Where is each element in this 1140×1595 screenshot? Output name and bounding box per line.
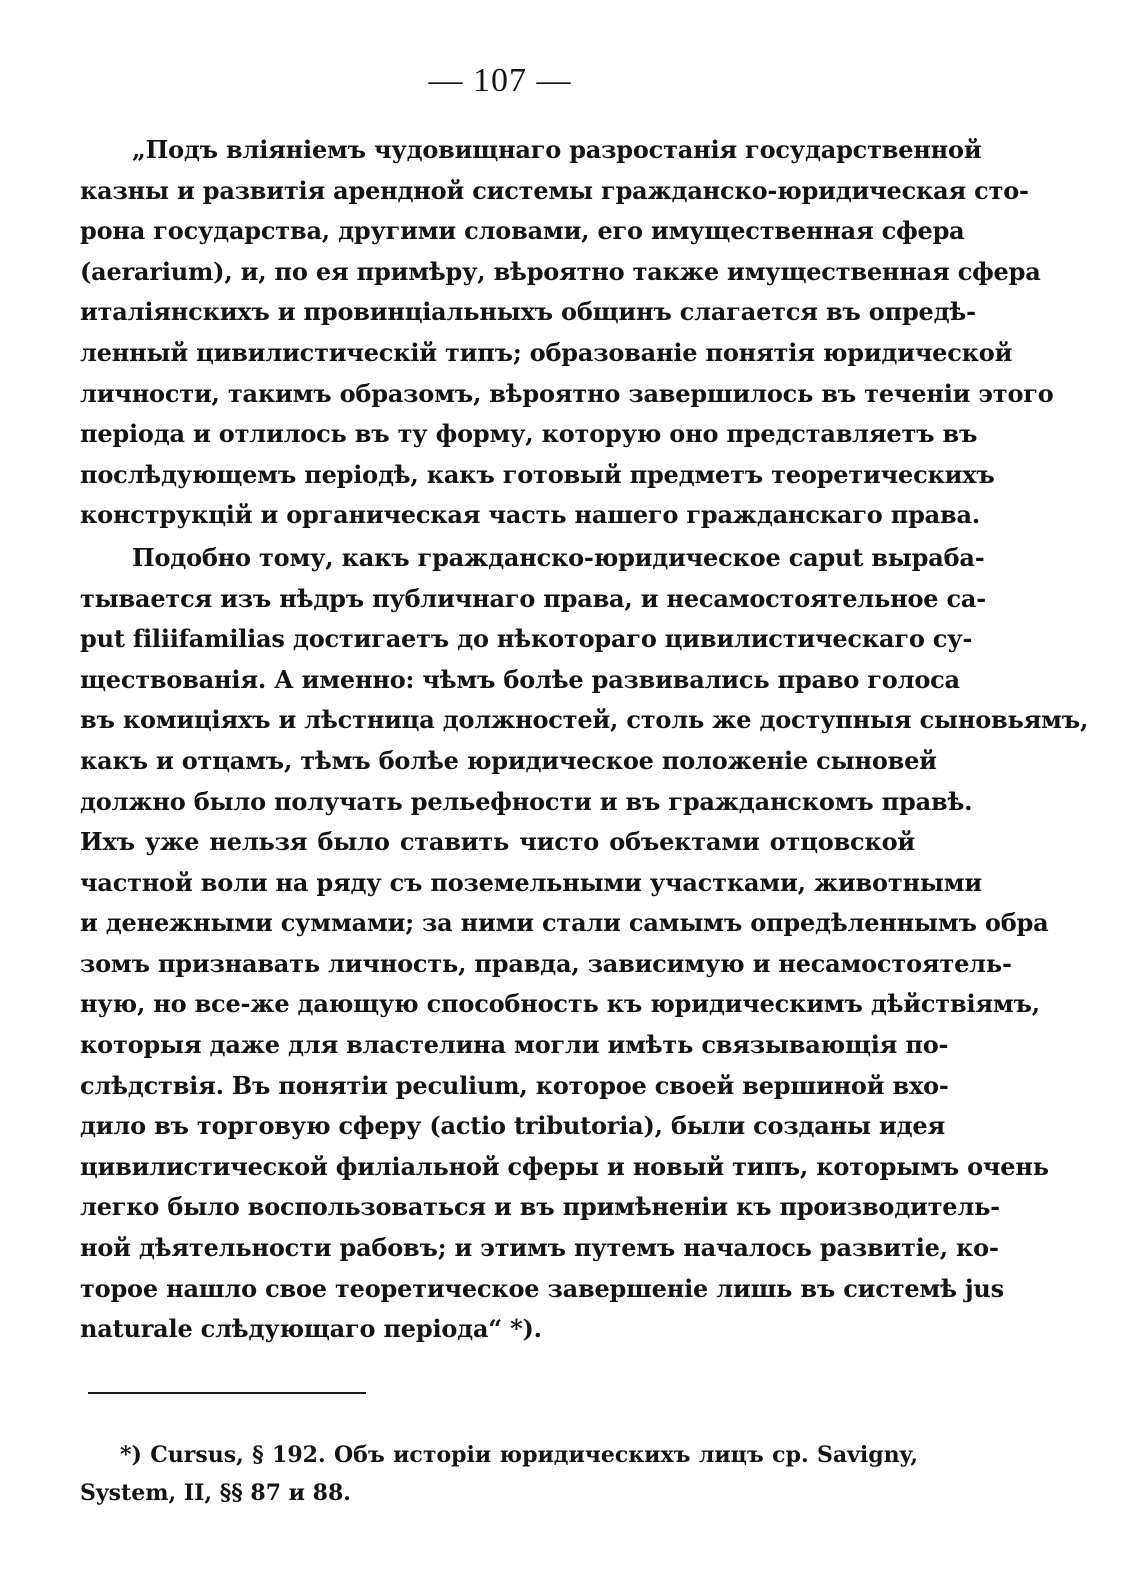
text-line: тывается изъ нѣдръ публичнаго права, и несамостоятельное ca- bbox=[80, 583, 987, 613]
text-line: (aerarium), и, по ея примѣру, вѣроятно также имущественная сфера bbox=[80, 256, 1041, 286]
text-line: ществованія. А именно: чѣмъ болѣе развивались право голоса bbox=[80, 664, 960, 694]
text-line: конструкцій и органическая часть нашего гражданскаго права. bbox=[80, 500, 980, 530]
text-line: ной дѣятельности рабовъ; и этимъ путемъ началось развитіе, ко- bbox=[80, 1233, 999, 1263]
page-number: — 107 — bbox=[428, 62, 572, 99]
text-line: италіянскихъ и провинціальныхъ общинъ слагается въ опредѣ- bbox=[80, 297, 976, 327]
text-line: періода и отлилось въ ту форму, которую оно представляетъ въ bbox=[80, 419, 978, 449]
text-line: ную, но все-же дающую способность къ юридическимъ дѣйствіямъ, bbox=[80, 989, 1040, 1019]
text-line: put filiifamilias достигаетъ до нѣкотораго цивилистическаго су- bbox=[80, 624, 973, 654]
footnote bbox=[80, 1436, 918, 1512]
text-line: дило въ торговую сферу (actio tributoria), были созданы идея bbox=[80, 1111, 945, 1141]
footnote-line: *) Cursus, § 192. Объ исторіи юридическихъ лицъ ср. Savigny, bbox=[120, 1442, 918, 1468]
text-line: какъ и отцамъ, тѣмъ болѣе юридическое положеніе сыновей bbox=[80, 745, 937, 775]
text-line: легко было воспользоваться и въ примѣненіи къ производитель- bbox=[80, 1192, 1000, 1222]
footnote-separator bbox=[88, 1392, 366, 1394]
text-line: слѣдствія. Въ понятіи peculium, которое своей вершиной вхо- bbox=[80, 1070, 949, 1100]
text-line: naturale слѣдующаго періода“ *). bbox=[80, 1314, 542, 1344]
paragraph-2 bbox=[80, 538, 1089, 1350]
text-line: Ихъ уже нельзя было ставить чисто объектами отцовской bbox=[80, 827, 915, 857]
text-line: торое нашло свое теоретическое завершеніе лишь въ системѣ jus bbox=[80, 1273, 1004, 1303]
text-line: ленный цивилистическій типъ; образованіе понятія юридической bbox=[80, 337, 1013, 367]
text-line: послѣдующемъ періодѣ, какъ готовый предметъ теоретическихъ bbox=[80, 459, 995, 489]
main-text bbox=[80, 130, 1089, 1350]
text-line: „Подъ вліяніемъ чудовищнаго разростанія государственной bbox=[132, 135, 982, 164]
text-line: рона государства, другими словами, его имущественная сфера bbox=[80, 216, 965, 246]
text-line: зомъ признавать личность, правда, зависимую и несамостоятель- bbox=[80, 948, 1012, 978]
paragraph-1 bbox=[80, 130, 1054, 536]
text-line: въ комиціяхъ и лѣстница должностей, столь же доступныя сыновьямъ, bbox=[80, 705, 1089, 735]
text-line: частной воли на ряду съ поземельными участками, животными bbox=[80, 867, 982, 897]
text-line: должно было получать рельефности и въ гражданскомъ правѣ. bbox=[80, 786, 973, 816]
text-line: цивилистической филіальной сферы и новый типъ, которымъ очень bbox=[80, 1151, 1049, 1181]
text-line: Подобно тому, какъ гражданско-юридическое caput выраба- bbox=[132, 542, 985, 572]
footnote-line: System, II, §§ 87 и 88. bbox=[80, 1480, 351, 1506]
text-line: и денежными суммами; за ними стали самымъ опредѣленнымъ обра bbox=[80, 908, 1049, 938]
text-line: казны и развитія арендной системы гражданско-юридическая сто- bbox=[80, 175, 1029, 205]
text-line: которыя даже для властелина могли имѣть связывающія по- bbox=[80, 1030, 949, 1060]
text-line: личности, такимъ образомъ, вѣроятно завершилось въ теченіи этого bbox=[80, 378, 1054, 408]
